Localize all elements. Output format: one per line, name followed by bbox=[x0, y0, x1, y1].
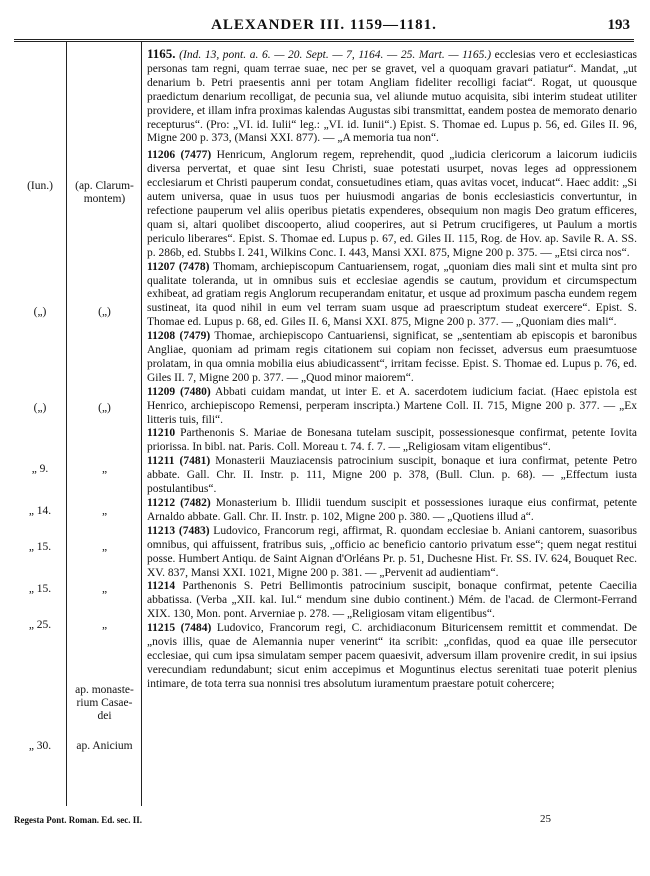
entry-11212 bbox=[147, 497, 637, 525]
margin-date: „ 15. bbox=[28, 541, 52, 553]
entry-text: Ludovico, Francorum regi, C. archidiaconum Bituricensem remittit et commendat. De „novis illis, quae de Alemannia nuper venerint“ ita scribit: „confidas, quod ea quae ille persecutor ecclesiae, qui cum ipsa simulatam semper pacem quaesivit, adversum illam provenire credit, in sui ipsius verecundiam redundabunt; sicut enim accepimus et Moguntinus electus serenitati tuae poterit plenius intimare, de tota terra sua nonnisi tres absolutum iuramentum praestare potuit cohercere; bbox=[147, 622, 638, 690]
entry-11214 bbox=[147, 580, 637, 622]
entry-1165 bbox=[147, 47, 637, 146]
entry-number: 11206 (7477) bbox=[147, 149, 212, 162]
header-rule bbox=[14, 39, 634, 40]
text-column bbox=[147, 47, 637, 692]
entry-11206 bbox=[147, 149, 637, 260]
entry-number: 11208 (7479) bbox=[147, 330, 211, 343]
running-header bbox=[14, 17, 634, 39]
entry-text: Monasterii Mauziacensis patrocinium suscipit, bonaque et iura confirmat, petente Petro abbate. Gall. Chr. II. Instr. p. 111, Migne 200 p. 378, (Bull. Clun. p. 68). — „Effectum iusta postulantibus“. bbox=[147, 455, 638, 496]
entry-11207 bbox=[147, 261, 637, 331]
entry-heading: (Ind. 13, pont. a. 6. — 20. Sept. — 7, 1164. — 25. Mart. — 1165.) bbox=[179, 49, 492, 61]
entry-number: 11209 (7480) bbox=[147, 385, 211, 398]
margin-place: (ap. Clarum- montem) bbox=[75, 180, 134, 205]
header-rule-double bbox=[14, 41, 634, 42]
margin-place: („) bbox=[98, 306, 111, 318]
entry-number: 11211 (7481) bbox=[147, 455, 211, 468]
margin-place: „ bbox=[101, 619, 108, 631]
footer-imprint: Regesta Pont. Roman. Ed. sec. II. bbox=[14, 815, 142, 825]
entry-text: Monasterium b. Illidii tuendum suscipit et possessiones iuraque eius confirmat, petente Arnaldo abbate. Gall. Chr. II. Instr. p. 102, Migne 200 p. 380. — „Quotiens illud a“. bbox=[147, 497, 638, 523]
entry-number: 11212 (7482) bbox=[147, 497, 211, 509]
margin-date: „ 25. bbox=[28, 619, 52, 631]
column-divider-date bbox=[66, 42, 67, 806]
margin-date: „ 14. bbox=[28, 505, 52, 517]
margin-date: („) bbox=[33, 306, 47, 318]
margin-date: „ 15. bbox=[28, 583, 52, 595]
entry-11211 bbox=[147, 455, 637, 497]
entry-number: 11210 bbox=[147, 427, 176, 440]
margin-place: ap. monaste- rium Casae- dei bbox=[75, 684, 134, 722]
running-title: ALEXANDER III. 1159—1181. bbox=[211, 17, 437, 33]
entry-11213 bbox=[147, 525, 637, 581]
entry-11209 bbox=[147, 386, 637, 428]
footer-signature: 25 bbox=[540, 813, 551, 825]
entry-text: Parthenonis S. Petri Bellimontis patrocinium suscipit, bonaque confirmat, petente Caecilia abbatissa. (Verba „XII. kal. Iul.“ mendum sine dubio continent.) Mém. de l'acad. de Clermont-Ferrand XIX. 130, Mon. pont. Arverniae p. 278. — „Religiosam vitam eligentibus“. bbox=[147, 580, 637, 621]
entry-11215 bbox=[147, 622, 637, 692]
entry-number: 11207 (7478) bbox=[147, 260, 210, 273]
margin-place: („) bbox=[98, 402, 111, 414]
entry-text: ecclesias vero et ecclesiasticas personas tam regni, quam terrae suae, nec per se gravet, vel a quoquam gravari patiatur“. Mandat, „ut denarium b. Petri praesentis anni per totam Angliam fideliter recolligi faciat“. Rogat, ut quousque praedictum denarium recolligat, de pecunia sua, vel aliunde mutuo acquisita, sibi interim studeat utiliter providere, et illam infra proximas kalendas Augustas sibi transmittat, eandem postea de memorato denario recepturus“. (Pro: „VI. id. Iulii“ leg.: „VI. id. Iunii“.) Epist. S. Thomae ed. Lupus p. 56, ed. Giles II. 96, Migne 200 p. 373, (Mansi XXI. 877). — „A memoria tua non“. bbox=[147, 49, 638, 145]
entry-text: Thomam, archiepiscopum Cantuariensem, rogat, „quoniam dies mali sint et multa sint pro qualitate toleranda, ut in omnibus suis et ecclesiae agendis se cautum, providum et circumspectum exhibeat, ad gratiam regis Anglorum recuperandam enitatur, et usque ad proximum pascha eundem regem sustineat, ita quod nihil in eum vel terram suam usque ad praescriptum studeat exercere“. Epist. S. Thomae ed. Lupus p. 68, ed. Giles II. 6, Mansi XXI. 875, Migne 200 p. 377. — „Quoniam dies mali“. bbox=[147, 260, 638, 329]
margin-place: ap. Anicium bbox=[76, 740, 133, 752]
entry-number: 11215 (7484) bbox=[147, 622, 212, 635]
margin-place: „ bbox=[101, 583, 108, 595]
margin-place: „ bbox=[101, 505, 108, 517]
margin-place: „ bbox=[101, 463, 108, 475]
entry-text: Ludovico, Francorum regi, affirmat, R. quondam ecclesiae b. Aniani cantorem, suasoribus omnibus, qui affuissent, fratribus suis, „officio ac beneficio cantorio privatum esse“; quem negat restitui posse. Humbert Antiqu. de Saint Aignan d'Orléans Pr. p. 51, Duchesne Hist. Fr. SS. IV. 624, Bouquet Rec. XV. 837, Mansi XXI. 1021, Migne 200 p. 381. — „Pervenit ad audientiam“. bbox=[147, 524, 638, 579]
entry-11208 bbox=[147, 330, 637, 386]
margin-date: (Iun.) bbox=[27, 180, 53, 192]
entry-text: Henricum, Anglorum regem, reprehendit, quod „iudicia clericorum a laicorum iudiciis diversa pervertat, et quae sint Iesu Christi, suae potestati usurpet, novas leges ad oppressionem ecclesiarum et Christi pauperum condat, consuetudines etiam, quas avitas vocet, inducat“. Haec addit: „Si autem universa, quae in usus tuos per huiusmodi angarias de bonis ecclesiasticis convertuntur, in refectione pauperum vel aliis operibus pietatis expenderes, obsequium non magis Deo gratum efficeres, quam si, altari quolibet discooperto, aliud cooperires, aut si Petrum crucifigeres, ut Paulum a mortis periculo liberares“. Epist. S. Thomae ed. Lupus p. 67, ed. Giles II. 115, Rog. de Hov. ap. Savile R. A. SS. p. 286b, ed. Stubbs I. 241, Wilkins Conc. I. 443, Mansi XXI. 875, Migne 200 p. 375. — „Etsi circa nos“. bbox=[147, 149, 638, 259]
entry-text: Abbati cuidam mandat, ut inter E. et A. sacerdotem iudicium faciat. (Haec epistola est Henrico, archiepiscopo Remensi, perperam inscripta.) Martene Coll. II. 715, Migne 200 p. 377. — „Ex litteris tuis, fili“. bbox=[147, 385, 638, 426]
margin-place: „ bbox=[101, 541, 108, 553]
entry-text: Parthenonis S. Mariae de Bonesana tutelam suscipit, possessionesque confirmat, petente Iovita priorissa. In bibl. nat. Paris. Coll. Moreau t. 74. f. 7. — „Religiosam vitam eligentibus“. bbox=[147, 427, 637, 454]
margin-date: „ 30. bbox=[28, 740, 52, 752]
entry-number: 11214 bbox=[147, 580, 176, 593]
margin-date: „ 9. bbox=[31, 463, 49, 475]
column-divider-place bbox=[141, 42, 142, 806]
page-number: 193 bbox=[607, 17, 630, 33]
margin-date: („) bbox=[33, 402, 47, 414]
entry-text: Thomae, archiepiscopo Cantuariensi, significat, se „sententiam ab episcopis et baronibus Angliae, quoniam ad primam regis citationem sui copiam non fecisset, adversus eum praesumtuose prolatam, in qua omnia mobilia eius abiudicassent“, irritam fecisse. Epist. S. Thomae ed. Lupus p. 76, ed. Giles II. 7, Migne 200 p. 377. — „Quod minor maiorem“. bbox=[147, 330, 637, 384]
entry-number: 11213 (7483) bbox=[147, 524, 210, 537]
entry-11210 bbox=[147, 427, 637, 455]
entry-number: 1165. bbox=[147, 46, 176, 61]
